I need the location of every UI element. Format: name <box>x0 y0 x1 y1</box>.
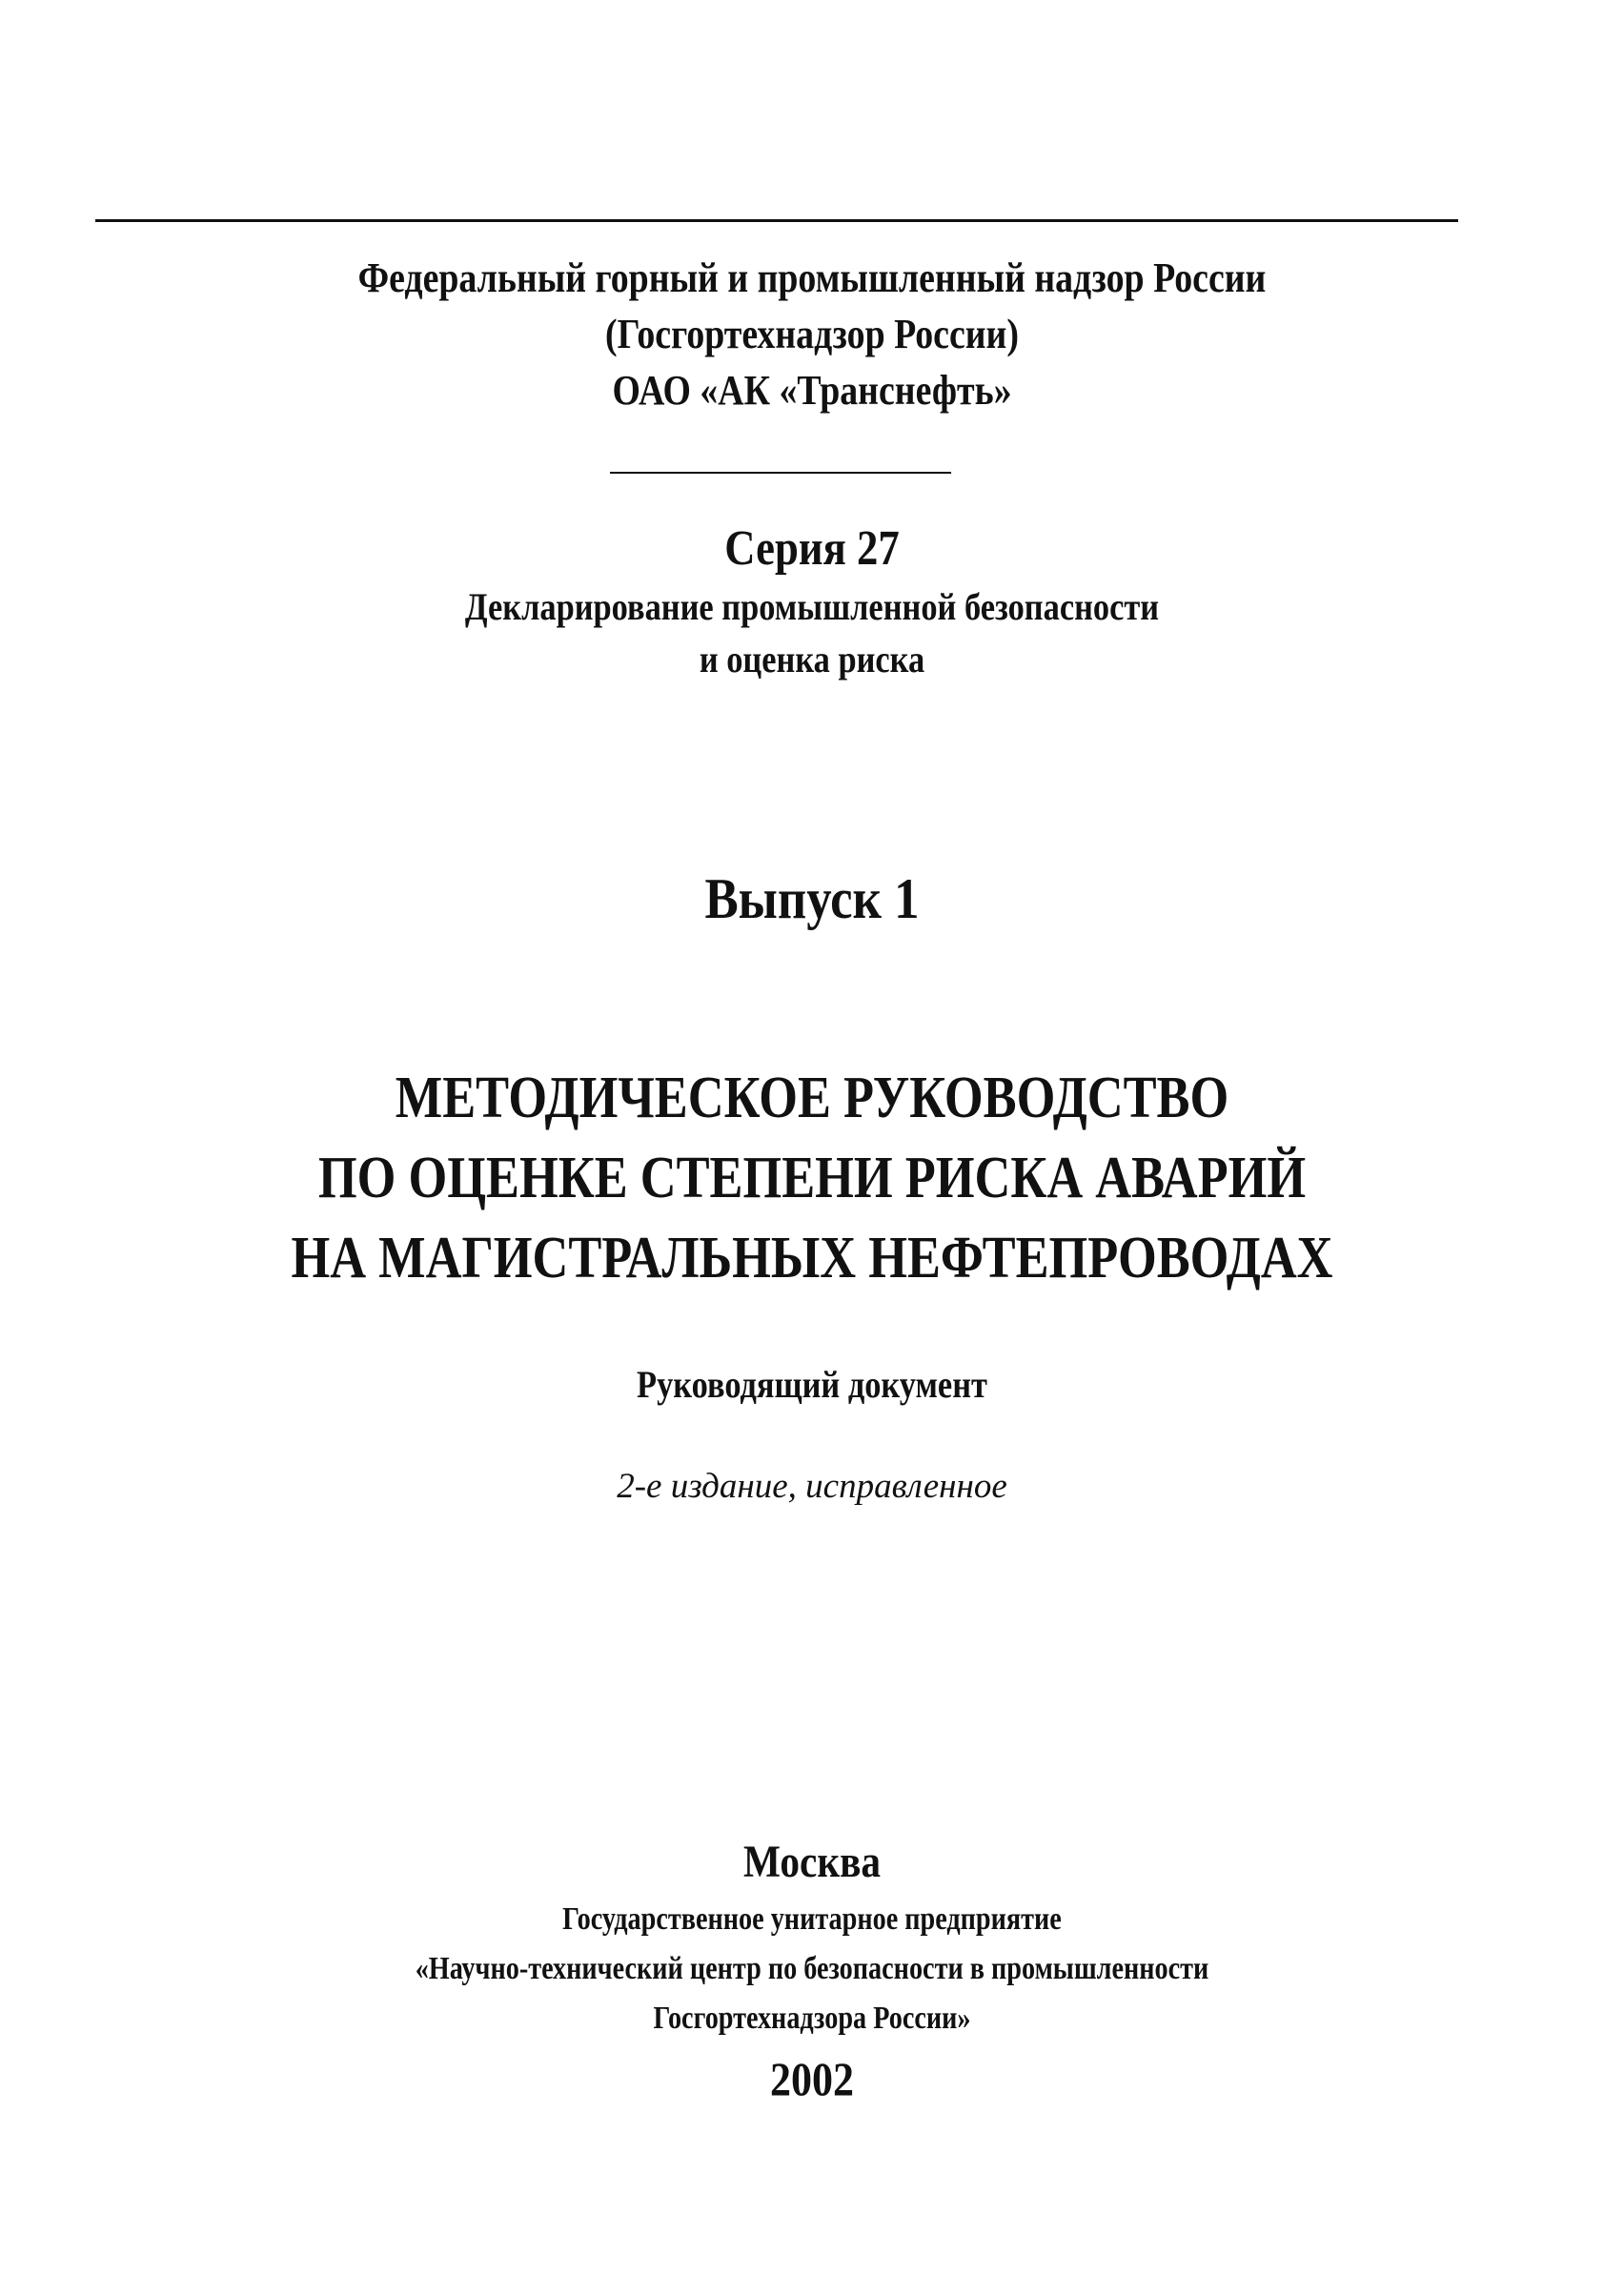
publisher-line-3: Госгортехнадзора России» <box>653 2001 971 2036</box>
top-rule <box>95 219 1458 222</box>
company-name: ОАО «АК «Транснефть» <box>612 367 1012 414</box>
series-subtitle-line-2: и оценка риска <box>699 638 925 681</box>
agency-abbreviation: (Госгортехнадзор России) <box>605 311 1019 357</box>
publisher-city: Москва <box>742 1837 882 1887</box>
publisher-line-2: «Научно-технический центр по безопасности в промышленности <box>415 1951 1209 1986</box>
series-block <box>0 518 1624 685</box>
title-line-2: ПО ОЦЕНКЕ СТЕПЕНИ РИСКА АВАРИЙ <box>317 1146 1307 1210</box>
separator-rule <box>610 472 951 474</box>
agency-name: Федеральный горный и промышленный надзор России <box>357 254 1267 301</box>
series-title: Серия 27 <box>724 521 900 576</box>
series-subtitle-line-1: Декларирование промышленной безопасности <box>464 585 1160 628</box>
title-line-1: МЕТОДИЧЕСКОЕ РУКОВОДСТВО <box>395 1066 1229 1130</box>
issue-block <box>0 863 1624 935</box>
publisher-block <box>0 1830 1624 2112</box>
agency-block <box>0 250 1624 418</box>
publisher-line-1: Государственное унитарное предприятие <box>562 1901 1062 1937</box>
publication-year: 2002 <box>770 2052 854 2105</box>
edition-block <box>0 1463 1624 1511</box>
document-type-block <box>0 1358 1624 1412</box>
title-line-3: НА МАГИСТРАЛЬНЫХ НЕФТЕПРОВОДАХ <box>291 1226 1333 1290</box>
document-type: Руководящий документ <box>637 1363 987 1406</box>
document-title <box>0 1058 1624 1298</box>
issue-number: Выпуск 1 <box>704 867 920 930</box>
edition-note: 2-е издание, исправленное <box>617 1467 1007 1506</box>
